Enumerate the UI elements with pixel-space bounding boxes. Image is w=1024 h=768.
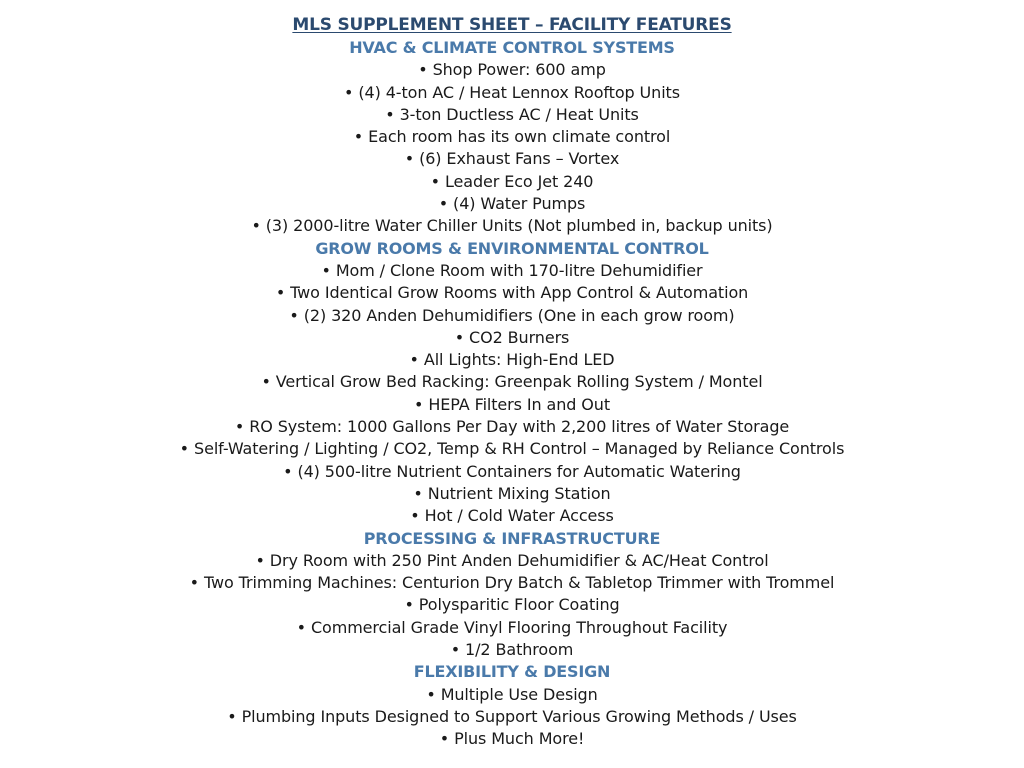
list-item-text: (6) Exhaust Fans – Vortex: [419, 149, 620, 169]
sections-container: [0, 37, 1024, 751]
list-item-text: All Lights: High-End LED: [423, 350, 615, 370]
bullet-icon: •: [418, 60, 428, 80]
list-item-text: Hot / Cold Water Access: [424, 506, 614, 526]
list-item-text: HEPA Filters In and Out: [428, 394, 611, 414]
list-item-text: RO System: 1000 Gallons Per Day with 2,200 litres of Water Storage: [249, 417, 790, 437]
list-item-text: Dry Room with 250 Pint Anden Dehumidifier & AC/Heat Control: [269, 550, 769, 570]
list-item: [0, 148, 1024, 170]
bullet-icon: •: [438, 194, 449, 214]
bullet-icon: •: [439, 729, 450, 749]
list-item-text: Nutrient Mixing Station: [427, 483, 611, 503]
bullet-icon: •: [426, 684, 436, 704]
list-item: [0, 617, 1024, 639]
list-item-text: CO2 Burners: [469, 327, 570, 347]
list-item: [0, 104, 1024, 126]
bullet-icon: •: [179, 439, 190, 459]
bullet-icon: •: [189, 573, 199, 593]
list-item-text: (2) 320 Anden Dehumidifiers (One in each grow room): [303, 305, 735, 325]
bullet-icon: •: [410, 506, 420, 526]
list-item: [0, 59, 1024, 81]
list-item: [0, 305, 1024, 327]
list-item: [0, 594, 1024, 616]
list-item-text: (4) Water Pumps: [453, 194, 586, 214]
bullet-icon: •: [234, 417, 245, 437]
bullet-icon: •: [227, 706, 237, 726]
list-item: [0, 728, 1024, 750]
list-item: [0, 438, 1024, 460]
list-item-text: Commercial Grade Vinyl Flooring Throughout Facility: [310, 617, 728, 637]
section-heading: GROW ROOMS & ENVIRONMENTAL CONTROL: [315, 238, 709, 258]
list-item: [0, 371, 1024, 393]
bullet-icon: •: [450, 640, 461, 660]
list-item-text: Plumbing Inputs Designed to Support Various Growing Methods / Uses: [241, 706, 797, 726]
bullet-icon: •: [385, 104, 395, 124]
list-item: [0, 282, 1024, 304]
section-heading: FLEXIBILITY & DESIGN: [413, 662, 611, 682]
list-item-text: 1/2 Bathroom: [465, 640, 574, 660]
list-item-text: Self-Watering / Lighting / CO2, Temp & RH Control – Managed by Reliance Controls: [194, 439, 845, 459]
bullet-icon: •: [353, 127, 364, 147]
section-grow-rooms-and-environmental-control: [0, 238, 1024, 528]
bullet-icon: •: [275, 283, 286, 303]
feature-list: [0, 260, 1024, 528]
list-item: [0, 349, 1024, 371]
list-item-text: Vertical Grow Bed Racking: Greenpak Rolling System / Montel: [275, 372, 763, 392]
list-item: [0, 171, 1024, 193]
list-item-text: Each room has its own climate control: [368, 127, 671, 147]
bullet-icon: •: [413, 483, 423, 503]
list-item: [0, 505, 1024, 527]
list-item-text: Mom / Clone Room with 170-litre Dehumidifier: [335, 260, 703, 280]
list-item: [0, 215, 1024, 237]
list-item-text: (4) 500-litre Nutrient Containers for Automatic Watering: [297, 461, 741, 481]
list-item: [0, 193, 1024, 215]
list-item-text: Leader Eco Jet 240: [444, 171, 594, 191]
bullet-icon: •: [409, 350, 419, 370]
list-item: [0, 572, 1024, 594]
bullet-icon: •: [255, 550, 265, 570]
feature-list: [0, 684, 1024, 751]
list-item: [0, 394, 1024, 416]
bullet-icon: •: [283, 461, 293, 481]
list-item: [0, 483, 1024, 505]
bullet-icon: •: [430, 171, 440, 191]
list-item: [0, 639, 1024, 661]
section-processing-and-infrastructure: [0, 528, 1024, 662]
page-title: MLS SUPPLEMENT SHEET – FACILITY FEATURES: [292, 15, 732, 35]
list-item: [0, 327, 1024, 349]
bullet-icon: •: [454, 327, 465, 347]
list-item: [0, 684, 1024, 706]
list-item: [0, 126, 1024, 148]
list-item: [0, 550, 1024, 572]
list-item: [0, 461, 1024, 483]
feature-list: [0, 59, 1024, 237]
list-item-text: Two Trimming Machines: Centurion Dry Batch & Tabletop Trimmer with Trommel: [203, 573, 835, 593]
list-item-text: Plus Much More!: [454, 729, 585, 749]
list-item-text: (3) 2000-litre Water Chiller Units (Not plumbed in, backup units): [265, 216, 773, 236]
bullet-icon: •: [404, 595, 414, 615]
list-item-text: Multiple Use Design: [440, 684, 598, 704]
list-item-text: Shop Power: 600 amp: [432, 60, 606, 80]
bullet-icon: •: [344, 82, 354, 102]
list-item-text: 3-ton Ductless AC / Heat Units: [399, 104, 639, 124]
list-item-text: Polysparitic Floor Coating: [418, 595, 620, 615]
bullet-icon: •: [261, 372, 271, 392]
bullet-icon: •: [289, 305, 299, 325]
bullet-icon: •: [413, 394, 424, 414]
section-hvac-and-climate-control-systems: [0, 37, 1024, 238]
list-item: [0, 706, 1024, 728]
list-item: [0, 260, 1024, 282]
list-item: [0, 416, 1024, 438]
bullet-icon: •: [251, 216, 261, 236]
list-item: [0, 82, 1024, 104]
section-flexibility-and-design: [0, 661, 1024, 750]
bullet-icon: •: [321, 260, 331, 280]
bullet-icon: •: [404, 149, 415, 169]
list-item-text: Two Identical Grow Rooms with App Control & Automation: [290, 283, 749, 303]
feature-list: [0, 550, 1024, 661]
section-heading: HVAC & CLIMATE CONTROL SYSTEMS: [349, 38, 675, 57]
section-heading: PROCESSING & INFRASTRUCTURE: [363, 528, 661, 548]
list-item-text: (4) 4-ton AC / Heat Lennox Rooftop Units: [358, 82, 680, 102]
bullet-icon: •: [296, 617, 306, 637]
